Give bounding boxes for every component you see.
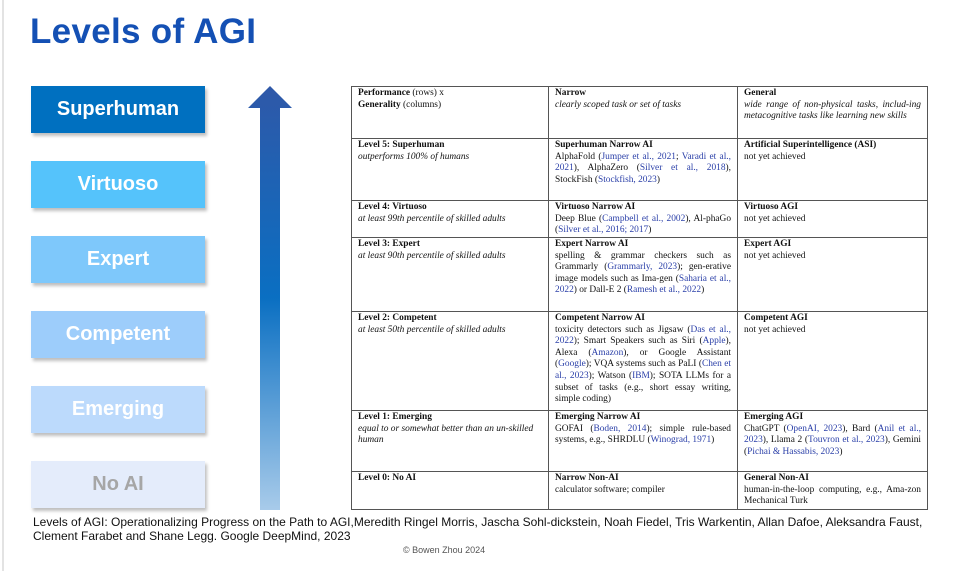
- table-header-row: [352, 87, 928, 139]
- citation-link[interactable]: Touvron et al., 2023: [808, 435, 885, 446]
- cell-text: ): [839, 446, 843, 457]
- cell-text: Generality: [358, 99, 401, 110]
- table-cell: [549, 87, 738, 139]
- table-row: [352, 238, 928, 312]
- cell-text: Narrow Non-AI: [555, 473, 619, 483]
- cell-text: ); VQA systems such as PaLI (: [585, 359, 702, 370]
- cell-text: Competent Narrow AI: [555, 313, 645, 323]
- table-cell: [738, 139, 928, 201]
- cell-text: ChatGPT (: [744, 423, 787, 434]
- table-cell: [352, 411, 549, 472]
- cell-text: wide range of non-physical tasks, includ-ing metacognitive tasks like learning new skills: [744, 99, 921, 122]
- copyright: © Bowen Zhou 2024: [403, 545, 486, 555]
- cell-text: spelling & grammar checkers such as Grammarly (: [555, 250, 731, 273]
- citation-link[interactable]: Chen et al., 2023: [555, 359, 731, 381]
- cell-text: not yet achieved: [744, 151, 806, 162]
- cell-text: at least 50th percentile of skilled adults: [358, 324, 506, 335]
- cell-text: outperforms 100% of humans: [358, 151, 470, 162]
- cell-text: ;: [675, 151, 682, 162]
- citation-link[interactable]: Winograd, 1971: [650, 435, 712, 446]
- citation-link[interactable]: Stockfish, 2023: [597, 174, 657, 185]
- citation-link[interactable]: Jumper et al., 2021: [601, 151, 676, 162]
- citation-link[interactable]: Google: [558, 359, 586, 370]
- cell-text: ): [648, 225, 652, 236]
- table-row: [352, 312, 928, 411]
- cell-text: ), Al-phaGo (: [555, 213, 732, 236]
- cell-text: ) or Dall-E 2 (: [573, 285, 627, 296]
- level-box-superhuman: Superhuman: [31, 86, 205, 133]
- table-cell: [549, 411, 738, 472]
- cell-text: Performance: [358, 88, 411, 98]
- cell-text: ), Alexa (: [555, 336, 731, 358]
- cell-text: Expert Narrow AI: [555, 239, 629, 249]
- cell-text: at least 99th percentile of skilled adults: [358, 213, 506, 224]
- table-cell: [549, 201, 738, 238]
- citation-link[interactable]: Campbell et al., 2002: [602, 213, 686, 224]
- table-cell: [738, 411, 928, 472]
- slide-title: Levels of AGI: [30, 12, 257, 51]
- cell-text: Narrow: [555, 88, 587, 98]
- cell-text: Competent AGI: [744, 313, 808, 323]
- citation-link[interactable]: IBM: [632, 370, 650, 381]
- cell-text: not yet achieved: [744, 324, 806, 335]
- citation: Levels of AGI: Operationalizing Progress on the Path to AGI,Meredith Ringel Morris, Jascha Sohl-dickstein, Noah Fiedel, Tris Warkentin, Allan Dafoe, Aleksandra Faust, Clement Farabet and Shane Legg. Google DeepMind, 2023: [33, 515, 923, 543]
- table-cell: [352, 472, 549, 510]
- table-cell: [738, 201, 928, 238]
- cell-text: Expert AGI: [744, 239, 792, 249]
- cell-text: Superhuman Narrow AI: [555, 140, 653, 150]
- cell-text: Level 3: Expert: [358, 239, 420, 249]
- cell-text: Deep Blue (: [555, 213, 603, 224]
- cell-text: ); gen-erative image models such as Ima-gen (: [555, 262, 731, 284]
- cell-text: toxicity detectors such as Jigsaw (: [555, 324, 691, 335]
- cell-text: ); Watson (: [588, 370, 633, 381]
- cell-text: ): [711, 435, 715, 446]
- table-cell: [352, 312, 549, 411]
- citation-link[interactable]: Das et al., 2022: [555, 324, 731, 347]
- citation-link[interactable]: Saharia et al., 2022: [555, 273, 731, 296]
- cell-text: (columns): [400, 99, 442, 110]
- cell-text: human-in-the-loop computing, e.g., Ama-zon Mechanical Turk: [744, 484, 921, 507]
- cell-text: at least 90th percentile of skilled adults: [358, 250, 506, 261]
- cell-text: AlphaFold (: [555, 151, 602, 162]
- cell-text: not yet achieved: [744, 213, 806, 224]
- level-box-competent: Competent: [31, 311, 205, 358]
- table-cell: [352, 201, 549, 238]
- cell-text: Emerging Narrow AI: [555, 412, 641, 422]
- cell-text: ), Bard (: [842, 423, 878, 434]
- cell-text: ): [656, 174, 660, 185]
- cell-text: ), StockFish (: [555, 163, 731, 185]
- table-cell: [549, 139, 738, 201]
- table-cell: [738, 238, 928, 312]
- citation-link[interactable]: OpenAI, 2023: [786, 423, 843, 434]
- cell-text: General: [744, 88, 777, 98]
- cell-text: calculator software; compiler: [555, 484, 665, 495]
- cell-text: ), AlphaZero (: [573, 163, 640, 174]
- table-cell: [352, 238, 549, 312]
- cell-text: not yet achieved: [744, 250, 806, 261]
- citation-link[interactable]: Grammarly, 2023: [607, 262, 678, 273]
- table-cell: [549, 238, 738, 312]
- citation-link[interactable]: Silver et al., 2016; 2017: [558, 225, 649, 236]
- cell-text: clearly scoped task or set of tasks: [555, 99, 682, 110]
- table-cell: [738, 472, 928, 510]
- cell-text: equal to or somewhat better than an un-skilled human: [358, 423, 534, 446]
- citation-link[interactable]: Boden, 2014: [593, 423, 647, 434]
- level-box-no-ai: No AI: [31, 461, 205, 508]
- citation-link[interactable]: Apple: [702, 336, 726, 347]
- cell-text: General Non-AI: [744, 473, 809, 483]
- citation-link[interactable]: Pichai & Hassabis, 2023: [747, 446, 840, 457]
- agi-levels-table: [351, 86, 928, 510]
- level-box-expert: Expert: [31, 236, 205, 283]
- arrow-up-icon: [248, 86, 292, 510]
- cell-text: ), Gemini (: [744, 435, 921, 457]
- cell-text: Level 4: Virtuoso: [358, 202, 427, 212]
- table-cell: [738, 87, 928, 139]
- table-cell: [549, 312, 738, 411]
- cell-text: ); Smart Speakers such as Siri (: [573, 336, 703, 347]
- cell-text: ), Llama 2 (: [762, 435, 809, 446]
- cell-text: Emerging AGI: [744, 412, 804, 422]
- citation-link[interactable]: Ramesh et al., 2022: [626, 285, 702, 296]
- cell-text: Level 1: Emerging: [358, 412, 432, 422]
- table-cell: [352, 87, 549, 139]
- table-row: [352, 201, 928, 238]
- cell-text: Level 2: Competent: [358, 313, 437, 323]
- table-row: [352, 411, 928, 472]
- slide-edge: [2, 0, 4, 571]
- cell-text: ); SOTA LLMs for a subset of tasks (e.g., short essay writing, simple coding): [555, 370, 731, 405]
- citation-link[interactable]: Varadi et al., 2021: [555, 151, 731, 174]
- cell-text: GOFAI (: [555, 423, 594, 434]
- cell-text: ): [701, 285, 705, 296]
- level-box-virtuoso: Virtuoso: [31, 161, 205, 208]
- table-cell: [738, 312, 928, 411]
- cell-text: Virtuoso AGI: [744, 202, 799, 212]
- citation-link[interactable]: Anil et al., 2023: [744, 423, 922, 446]
- citation-link[interactable]: Amazon: [591, 347, 624, 358]
- level-box-emerging: Emerging: [31, 386, 205, 433]
- cell-text: Level 0: No AI: [358, 473, 417, 483]
- cell-text: (rows) x: [410, 88, 444, 98]
- cell-text: ), or Google Assistant (: [555, 347, 732, 370]
- table-row: [352, 472, 928, 510]
- table-cell: [549, 472, 738, 510]
- cell-text: ); simple rule-based systems, e.g., SHRDLU (: [555, 423, 731, 446]
- cell-text: Artificial Superintelligence (ASI): [744, 140, 877, 150]
- cell-text: Virtuoso Narrow AI: [555, 202, 636, 212]
- citation-link[interactable]: Silver et al., 2018: [639, 163, 726, 174]
- cell-text: Level 5: Superhuman: [358, 140, 445, 150]
- table-cell: [352, 139, 549, 201]
- table-row: [352, 139, 928, 201]
